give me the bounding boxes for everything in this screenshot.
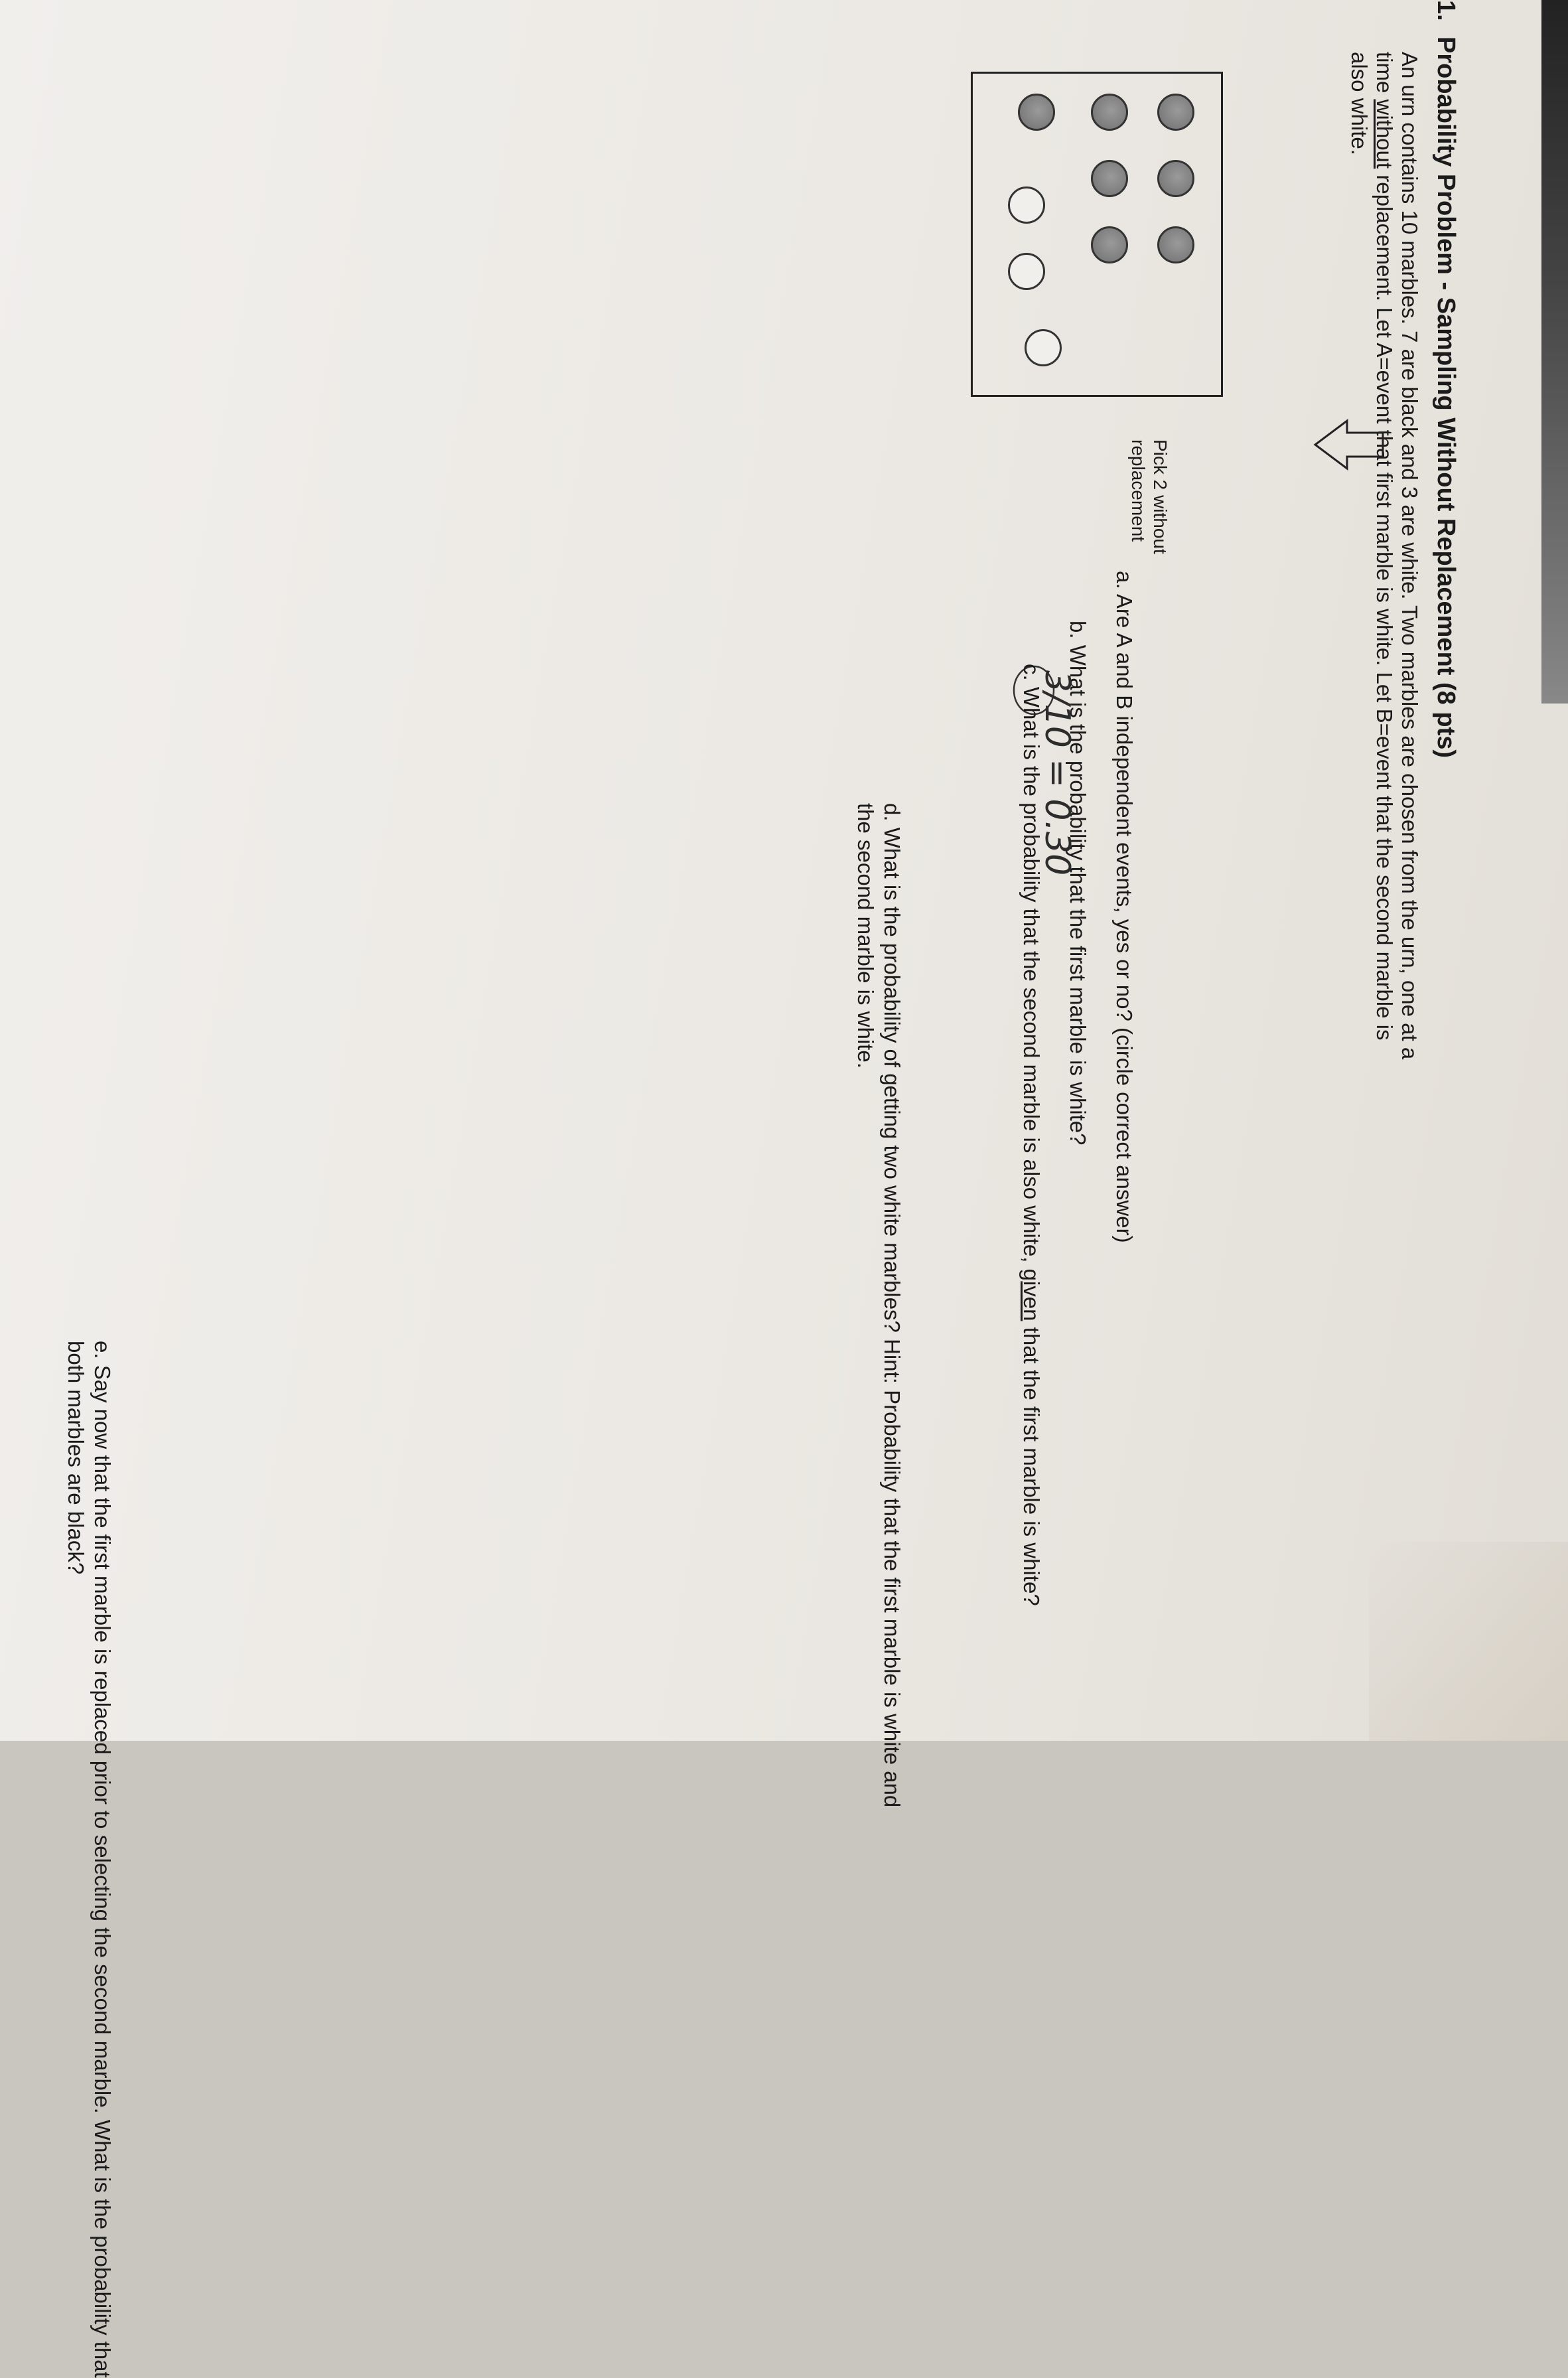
problem-number: 1. — [1432, 0, 1460, 21]
intro-line-1: An urn contains 10 marbles. 7 are black and 3 are white. Two marbles are chosen from the urn, one at a — [1397, 52, 1422, 1060]
down-arrow-icon — [1313, 418, 1386, 471]
without-underlined: without — [1372, 99, 1397, 169]
white-marble — [1008, 253, 1045, 290]
intro-line-2-pre: time — [1372, 52, 1397, 100]
handwritten-answer-b: 3/10 = 0.30 — [1037, 670, 1077, 876]
intro-line-3: also white. — [1347, 52, 1372, 155]
question-e-line-2: both marbles are black? — [64, 1341, 88, 1575]
black-marble — [1157, 226, 1194, 263]
intro-line-2-post: replacement. Let A=event that first marble is white. Let B=event that the second marble is — [1372, 169, 1397, 1041]
black-marble — [1091, 94, 1128, 131]
question-a: a. Are A and B independent events, yes or no? (circle correct answer) — [1112, 571, 1137, 1243]
pick-label-line-1: Pick 2 without — [1150, 439, 1171, 554]
black-marble — [1091, 160, 1128, 197]
white-marble — [1008, 186, 1045, 224]
question-e-line-1: e. Say now that the first marble is replaced prior to selecting the second marble. What is the probability that — [90, 1341, 115, 2378]
black-marble — [1091, 226, 1128, 263]
question-d-line-1: d. What is the probability of getting two white marbles? Hint: Probability that the first marble is white and — [880, 803, 904, 1808]
question-c-pre: c. What is the probability that the second marble is also white, — [1019, 664, 1044, 1269]
white-marble — [1025, 329, 1062, 366]
black-marble — [1157, 94, 1194, 131]
problem-title: Probability Problem - Sampling Without Replacement (8 pts) — [1432, 37, 1460, 758]
given-underlined: given — [1019, 1268, 1044, 1321]
question-d-line-2: the second marble is white. — [853, 803, 878, 1069]
black-marble — [1018, 94, 1055, 131]
question-b: b. What is the probability that the first marble is white? — [1066, 621, 1090, 1146]
black-marble — [1157, 160, 1194, 197]
intro-line-2 — [1372, 52, 1397, 1040]
urn-diagram — [971, 72, 1223, 397]
question-c — [1019, 664, 1044, 1606]
question-c-post: that the first marble is white? — [1019, 1321, 1044, 1606]
pick-label-line-2: replacement — [1128, 439, 1149, 542]
